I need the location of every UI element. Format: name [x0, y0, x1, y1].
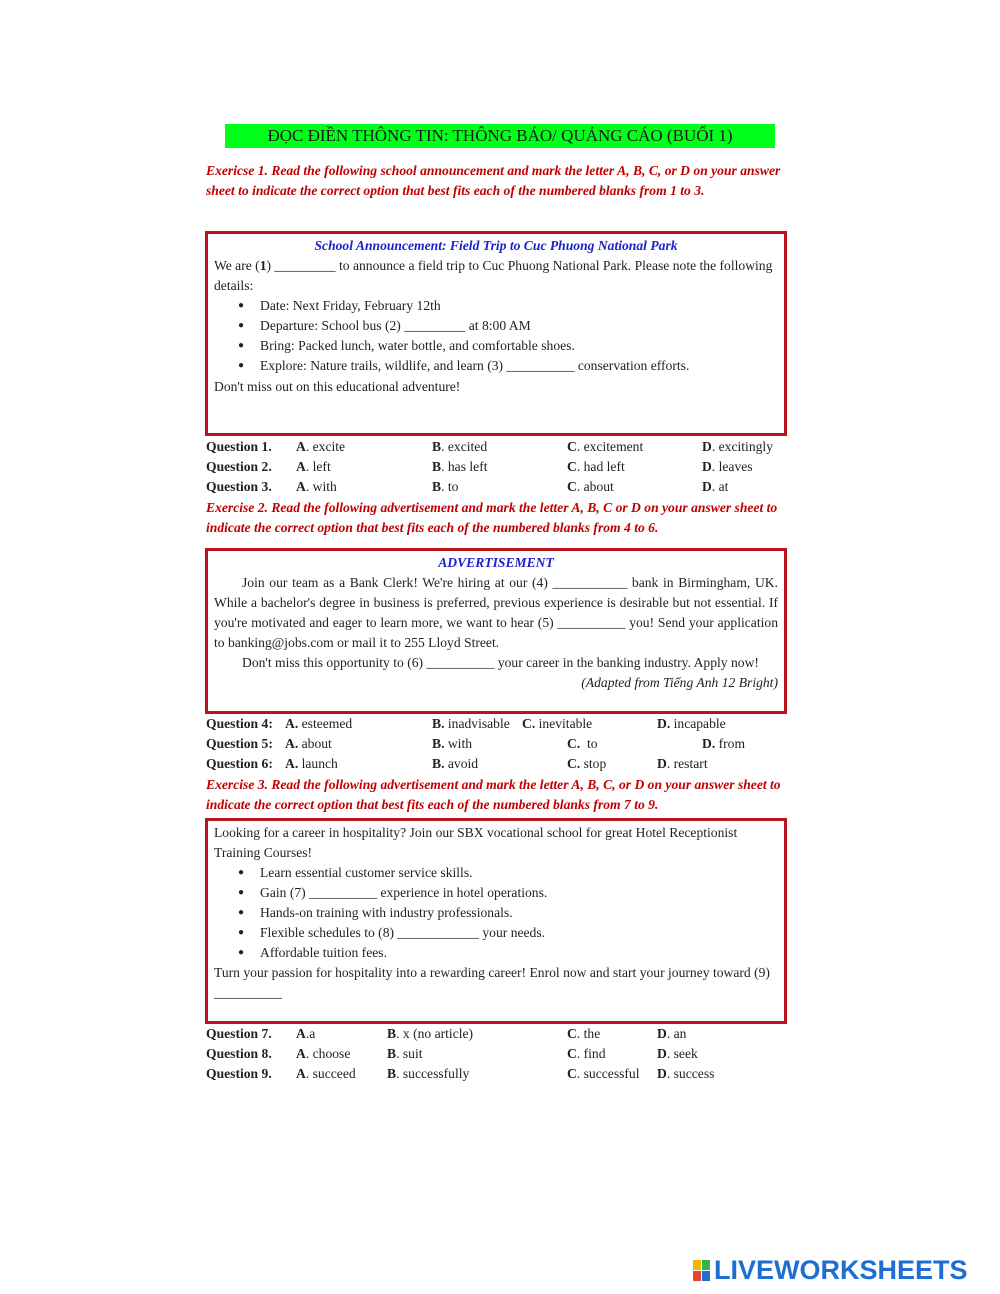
hospitality-bullets	[214, 863, 778, 963]
list-item: ● Learn essential customer service skills.	[260, 863, 778, 883]
hospitality-closing: Turn your passion for hospitality into a rewarding career! Enrol now and start your journey toward (9)	[214, 965, 770, 980]
answer-option-b[interactable]: B. successfully	[387, 1066, 470, 1081]
answer-option-c[interactable]: C. had left	[567, 459, 625, 474]
announcement-bullets	[214, 296, 778, 376]
answer-option-a[interactable]: A.a	[296, 1026, 316, 1041]
announcement-title: School Announcement: Field Trip to Cuc Phuong National Park	[314, 238, 678, 253]
answer-option-c[interactable]: C. stop	[567, 756, 607, 771]
answer-option-d[interactable]: D. excitingly	[702, 439, 773, 454]
list-item: ● Departure: School bus (2) _________ at 8:00 AM	[260, 316, 778, 336]
answer-option-b[interactable]: B. avoid	[432, 756, 479, 771]
exercise-2-advertisement-box	[205, 548, 787, 714]
question-label: Question 7.	[206, 1026, 272, 1041]
liveworksheets-logo[interactable]	[693, 1255, 968, 1285]
answer-option-d[interactable]: D. incapable	[657, 716, 726, 731]
answer-option-a[interactable]: A. left	[296, 459, 331, 474]
logo-squares-icon	[693, 1260, 710, 1281]
logo-square	[702, 1260, 710, 1270]
exercise-1-instruction: Exericse 1. Read the following school announcement and mark the letter A, B, C, or D on your answer sheet to indicate the correct option that best fits each of the numbered blanks from 1 to 3.	[206, 163, 781, 198]
answer-option-b[interactable]: B. excited	[432, 439, 488, 454]
answer-option-d[interactable]: D. seek	[657, 1046, 698, 1061]
answer-option-d[interactable]: D. from	[702, 736, 746, 751]
answer-option-d[interactable]: D. at	[702, 479, 729, 494]
logo-text: LIVEWORKSHEETS	[714, 1254, 968, 1285]
question-label: Question 6:	[206, 756, 273, 771]
question-row	[206, 714, 796, 734]
answer-option-c[interactable]: C. excitement	[567, 439, 644, 454]
question-row	[206, 1044, 796, 1064]
answer-option-b[interactable]: B. x (no article)	[387, 1026, 474, 1041]
answer-option-a[interactable]: A. with	[296, 479, 337, 494]
exercise-1-announcement-box	[205, 231, 787, 436]
announcement-intro: We are (1) _________ to announce a field trip to Cuc Phuong National Park. Please note the following	[214, 258, 773, 273]
answer-option-d[interactable]: D. success	[657, 1066, 715, 1081]
advertisement-title: ADVERTISEMENT	[438, 555, 554, 570]
list-item: ● Affordable tuition fees.	[260, 943, 778, 963]
list-item: ● Flexible schedules to (8) ____________ your needs.	[260, 923, 778, 943]
advertisement-paragraph: Don't miss this opportunity to (6) __________ your career in the banking industry. Apply now!	[242, 655, 759, 670]
question-row	[206, 1064, 796, 1084]
answer-option-b[interactable]: B. with	[432, 736, 473, 751]
answer-option-d[interactable]: D. restart	[657, 756, 708, 771]
answer-option-b[interactable]: B. inadvisable	[432, 716, 510, 731]
logo-square	[693, 1271, 701, 1281]
question-row	[206, 1024, 796, 1044]
question-row	[206, 477, 796, 497]
answer-option-c[interactable]: C. inevitable	[522, 716, 593, 731]
list-item: ● Bring: Packed lunch, water bottle, and comfortable shoes.	[260, 336, 778, 356]
list-item: ● Explore: Nature trails, wildlife, and learn (3) __________ conservation efforts.	[260, 356, 778, 376]
answer-option-a[interactable]: A. launch	[285, 756, 338, 771]
announcement-closing: Don't miss out on this educational adventure!	[214, 379, 461, 394]
question-label: Question 5:	[206, 736, 273, 751]
answer-option-a[interactable]: A. succeed	[296, 1066, 356, 1081]
list-item: ● Hands-on training with industry professionals.	[260, 903, 778, 923]
exercise-3-advertisement-box	[205, 818, 787, 1024]
question-label: Question 8.	[206, 1046, 272, 1061]
blank-9: __________	[214, 985, 282, 1000]
question-row	[206, 457, 796, 477]
page-title: ĐỌC ĐIỀN THÔNG TIN: THÔNG BÁO/ QUẢNG CÁO (BUỔI 1)	[225, 124, 775, 148]
announcement-details-label: details:	[214, 278, 254, 293]
question-label: Question 4:	[206, 716, 273, 731]
answer-option-c[interactable]: C. about	[567, 479, 614, 494]
question-label: Question 9.	[206, 1066, 272, 1081]
question-row	[206, 734, 796, 754]
answer-option-b[interactable]: B. has left	[432, 459, 488, 474]
answer-option-b[interactable]: B. to	[432, 479, 459, 494]
question-row	[206, 437, 796, 457]
question-label: Question 3.	[206, 479, 272, 494]
logo-square	[702, 1271, 710, 1281]
list-item: ● Gain (7) __________ experience in hotel operations.	[260, 883, 778, 903]
answer-option-b[interactable]: B. suit	[387, 1046, 423, 1061]
advertisement-paragraph: Join our team as a Bank Clerk! We're hiring at our (4) ___________ bank in Birmingham, UK. While a bachelor's degree in business is preferred, previous experience is desirable but not essential. If you're motivated and eager to learn more, we want to hear (5) __________ you! Send your application to banking@jobs.com or mail it to 255 Lloyd Street.	[214, 575, 778, 650]
answer-option-a[interactable]: A. excite	[296, 439, 346, 454]
answer-option-c[interactable]: C. find	[567, 1046, 606, 1061]
advertisement-source: (Adapted from Tiếng Anh 12 Bright)	[581, 675, 778, 690]
answer-option-c[interactable]: C. to	[567, 736, 598, 751]
answer-option-d[interactable]: D. an	[657, 1026, 687, 1041]
hospitality-intro: Looking for a career in hospitality? Join our SBX vocational school for great Hotel Receptionist Training Courses!	[214, 825, 738, 860]
answer-option-d[interactable]: D. leaves	[702, 459, 753, 474]
list-item: ● Date: Next Friday, February 12th	[260, 296, 778, 316]
question-label: Question 1.	[206, 439, 272, 454]
answer-option-a[interactable]: A. esteemed	[285, 716, 353, 731]
answer-option-a[interactable]: A. about	[285, 736, 332, 751]
question-row	[206, 754, 796, 774]
question-label: Question 2.	[206, 459, 272, 474]
logo-square	[693, 1260, 701, 1270]
answer-option-c[interactable]: C. the	[567, 1026, 601, 1041]
exercise-3-instruction: Exercise 3. Read the following advertisement and mark the letter A, B, C, or D on your answer sheet to indicate the correct option that best fits each of the numbered blanks from 7 to 9.	[206, 777, 781, 812]
exercise-2-instruction: Exercise 2. Read the following advertisement and mark the letter A, B, C or D on your answer sheet to indicate the correct option that best fits each of the numbered blanks from 4 to 6.	[206, 500, 778, 535]
answer-option-a[interactable]: A. choose	[296, 1046, 351, 1061]
answer-option-c[interactable]: C. successful	[567, 1066, 640, 1081]
